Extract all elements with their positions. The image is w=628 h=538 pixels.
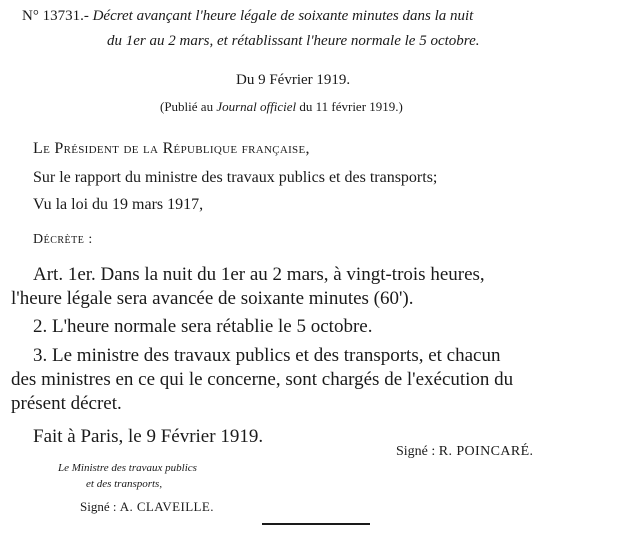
president-signature-block	[396, 444, 533, 460]
decree-heading-line1	[22, 8, 473, 25]
article-3-line1: 3. Le ministre des travaux publics et des transports, et chacun	[33, 345, 501, 366]
decree-number: N° 13731.-	[22, 8, 89, 24]
minister-title-line2: et des transports,	[86, 478, 163, 490]
minister-title-line1: Le Ministre des travaux publics	[58, 462, 197, 474]
publication-note	[160, 99, 403, 115]
article-1-line2: l'heure légale sera avancée de soixante minutes (60').	[11, 288, 414, 309]
decree-title-line2: du 1er au 2 mars, et rétablissant l'heure normale le 5 octobre.	[107, 33, 480, 49]
decree-title-line1: Décret avançant l'heure légale de soixante minutes dans la nuit	[92, 8, 474, 24]
article-1-line1: Art. 1er. Dans la nuit du 1er au 2 mars, à vingt-trois heures,	[33, 264, 485, 285]
end-rule	[262, 523, 370, 525]
fait-a-paris: Fait à Paris, le 9 Février 1919.	[33, 426, 264, 447]
publication-journal: Journal officiel	[216, 99, 297, 114]
visa-loi: Vu la loi du 19 mars 1917,	[33, 196, 204, 213]
minister-signature-block	[80, 499, 214, 515]
minister-signe-label: Signé :	[80, 499, 120, 514]
decree-date: Du 9 Février 1919.	[236, 72, 351, 88]
signe-label: Signé :	[396, 444, 439, 459]
article-2: 2. L'heure normale sera rétablie le 5 octobre.	[33, 316, 373, 337]
minister-signature: A. CLAVEILLE.	[119, 499, 214, 514]
visa-rapport: Sur le rapport du ministre des travaux publics et des transports;	[33, 169, 438, 186]
publication-suffix: du 11 février 1919.)	[296, 99, 403, 114]
president-heading: Le Président de la République française,	[33, 140, 310, 157]
president-signature: R. POINCARÉ.	[438, 444, 534, 459]
decrete-heading: Décrète :	[33, 232, 93, 247]
article-3-line3: présent décret.	[11, 393, 122, 414]
article-3-line2: des ministres en ce qui le concerne, sont chargés de l'exécution du	[11, 369, 514, 390]
publication-prefix: (Publié au	[160, 99, 217, 114]
